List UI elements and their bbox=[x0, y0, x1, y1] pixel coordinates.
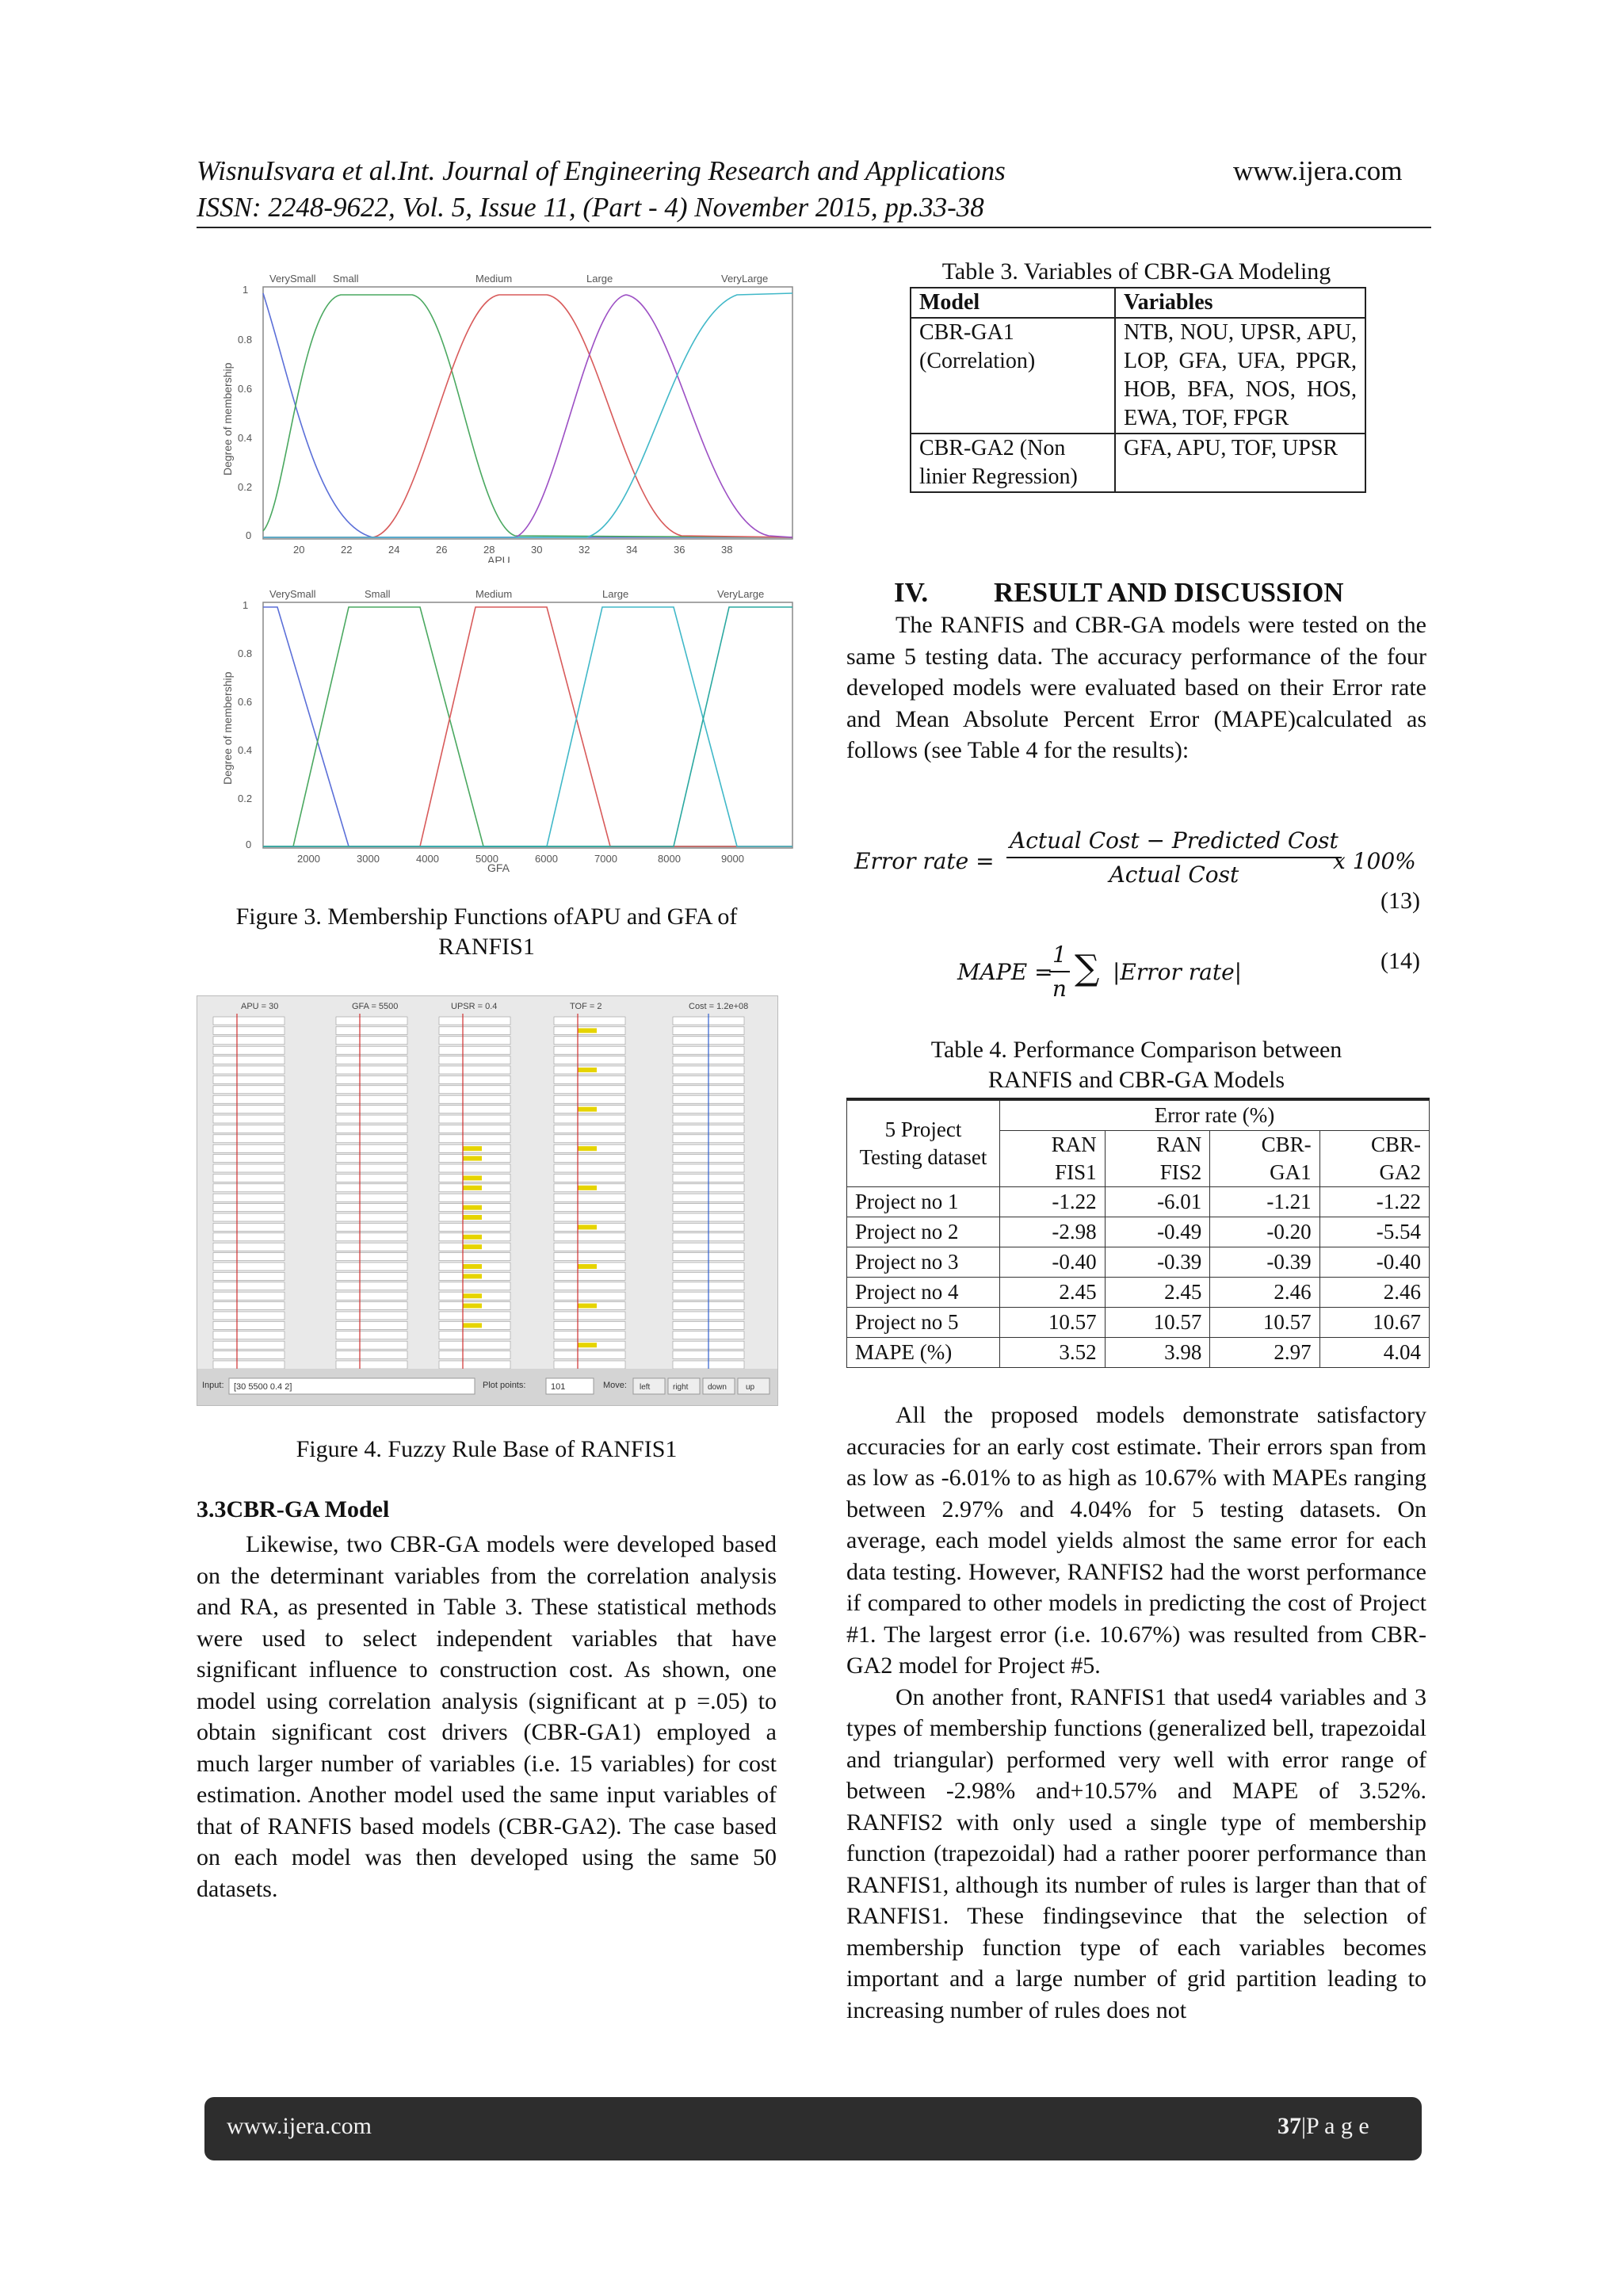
col-label: APU = 30 bbox=[241, 1002, 279, 1011]
discussion-text bbox=[846, 1400, 1426, 2026]
figure3-plot-gfa bbox=[214, 586, 800, 872]
section-4-paragraph: The RANFIS and CBR-GA models were tested on the same 5 testing data. The accuracy performance of the four developed models were evaluated based on their Error rate and Mean Absolute Percent Error (MAPE)calculated as follows (see Table 4 for the results): bbox=[846, 612, 1426, 763]
rule-cell bbox=[336, 1223, 407, 1231]
rule-cell bbox=[439, 1164, 510, 1172]
ytick: 0.4 bbox=[238, 432, 253, 444]
rule-cell bbox=[439, 1194, 510, 1201]
rule-cell bbox=[213, 1106, 285, 1114]
mf-label: VeryLarge bbox=[721, 273, 769, 285]
rule-cell bbox=[554, 1204, 625, 1212]
table3-cell-model: CBR-GA1 (Correlation) bbox=[911, 318, 1115, 434]
table3-cell-variables: GFA, APU, TOF, UPSR bbox=[1115, 434, 1365, 492]
rule-cell bbox=[554, 1174, 625, 1182]
equation-13: Error rate = Actual Cost − Predicted Cost Actual Cost x 100% bbox=[854, 827, 1416, 888]
col-label: GFA = 5500 bbox=[352, 1002, 399, 1011]
table4-title: Table 4. Performance Comparison between RANFIS and CBR-GA Models bbox=[930, 1037, 1342, 1093]
rule-cell bbox=[336, 1037, 407, 1045]
rule-fire-marker bbox=[578, 1028, 597, 1033]
mf-label: Medium bbox=[475, 588, 513, 600]
ytick: 0.6 bbox=[238, 696, 253, 708]
rule-cell bbox=[213, 1194, 285, 1201]
rule-cell bbox=[336, 1272, 407, 1280]
rule-cell bbox=[439, 1331, 510, 1339]
footer-website[interactable]: www.ijera.com bbox=[227, 2113, 372, 2139]
rule-fire-marker bbox=[463, 1264, 482, 1269]
rule-cell bbox=[439, 1086, 510, 1094]
move-label: Move: bbox=[603, 1381, 627, 1390]
rule-cell bbox=[554, 1135, 625, 1143]
rule-fire-marker bbox=[463, 1244, 482, 1249]
rule-cell bbox=[439, 1075, 510, 1083]
rule-fire-marker bbox=[463, 1304, 482, 1308]
rule-cell bbox=[554, 1321, 625, 1329]
table3-header-model: Model bbox=[911, 288, 1115, 318]
mf-curve-verysmall bbox=[263, 607, 792, 846]
rule-cell bbox=[213, 1312, 285, 1320]
rule-cell bbox=[213, 1164, 285, 1172]
rule-cell bbox=[439, 1361, 510, 1369]
rule-fire-marker bbox=[578, 1304, 597, 1308]
table-row: Project no 1 -1.22 -6.01 -1.21 -1.22 bbox=[847, 1187, 1430, 1217]
rule-fire-marker bbox=[578, 1107, 597, 1112]
rule-cell bbox=[336, 1066, 407, 1074]
xtick: 4000 bbox=[416, 853, 439, 865]
rule-cell bbox=[554, 1095, 625, 1103]
rule-fire-marker bbox=[463, 1146, 482, 1151]
table-row: Project no 5 10.57 10.57 10.57 10.67 bbox=[847, 1308, 1430, 1338]
rule-cell bbox=[554, 1272, 625, 1280]
rule-fire-marker bbox=[463, 1235, 482, 1240]
mf-label: Large bbox=[602, 588, 629, 600]
rule-cell bbox=[336, 1282, 407, 1290]
rule-cell bbox=[439, 1115, 510, 1123]
rule-cell bbox=[554, 1075, 625, 1083]
rule-cell bbox=[336, 1135, 407, 1143]
section-heading-3-3: 3.3CBR-GA Model bbox=[197, 1496, 390, 1522]
x-axis-label: APU bbox=[487, 554, 510, 563]
rule-fire-marker bbox=[463, 1175, 482, 1180]
rule-cell bbox=[336, 1292, 407, 1300]
mf-label: Medium bbox=[475, 273, 513, 285]
rule-cell bbox=[439, 1125, 510, 1133]
rule-cell bbox=[213, 1223, 285, 1231]
xtick: 9000 bbox=[721, 853, 744, 865]
rule-cell bbox=[554, 1292, 625, 1300]
rule-cell bbox=[213, 1026, 285, 1034]
xtick: 26 bbox=[436, 544, 448, 556]
table4-header-cbrga1: CBR- GA1 bbox=[1210, 1131, 1319, 1187]
ytick: 0 bbox=[246, 529, 252, 541]
rule-cell bbox=[336, 1351, 407, 1359]
rule-cell bbox=[213, 1302, 285, 1310]
figure4-caption: Figure 4. Fuzzy Rule Base of RANFIS1 bbox=[296, 1436, 678, 1462]
xtick: 6000 bbox=[535, 853, 558, 865]
header-rule bbox=[197, 227, 1431, 228]
rule-cell bbox=[336, 1095, 407, 1103]
ytick: 0.8 bbox=[238, 334, 253, 346]
table4-header-ranfis2: RAN FIS2 bbox=[1105, 1131, 1210, 1187]
rule-fire-marker bbox=[463, 1323, 482, 1328]
discussion-paragraph-2: On another front, RANFIS1 that used4 variables and 3 types of membership functions (generalized bell, trapezoidal and triangular) performed very well with error range of between -2.98% and+10.57% and MAPE of 3.52%. RANFIS2 with only used a single type of membership function (trapezoidal) had a rather poorer performance than RANFIS1, although its number of rules is larger than that of RANFIS1. These findingsevince that the selection of membership function type of each variables becomes important and a large number of grid partition leading to increasing number of rules does not bbox=[846, 1683, 1426, 2023]
figure3-caption: Figure 3. Membership Functions ofAPU and GFA of RANFIS1 bbox=[235, 904, 738, 960]
rule-fire-marker bbox=[578, 1264, 597, 1269]
rule-fire-marker bbox=[463, 1156, 482, 1161]
rule-cell bbox=[213, 1056, 285, 1064]
rule-cell bbox=[213, 1233, 285, 1241]
rule-cell bbox=[336, 1341, 407, 1349]
rule-cell bbox=[336, 1125, 407, 1133]
xtick: 38 bbox=[721, 544, 733, 556]
input-value: [30 5500 0.4 2] bbox=[234, 1382, 292, 1392]
y-axis-label: Degree of membership bbox=[221, 671, 234, 785]
rule-cell bbox=[439, 1253, 510, 1261]
mf-curve-large bbox=[263, 295, 792, 537]
rule-cell bbox=[336, 1253, 407, 1261]
rule-fire-marker bbox=[578, 1186, 597, 1190]
mf-label: Small bbox=[365, 588, 391, 600]
rule-cell bbox=[554, 1017, 625, 1025]
footer-page bbox=[1277, 2113, 1369, 2140]
rule-cell bbox=[439, 1037, 510, 1045]
rule-cell bbox=[336, 1213, 407, 1221]
button-label: up bbox=[746, 1383, 755, 1392]
rule-cell bbox=[213, 1095, 285, 1103]
ytick: 0.6 bbox=[238, 383, 253, 395]
rule-cell bbox=[336, 1321, 407, 1329]
discussion-paragraph-1: All the proposed models demonstrate satisfactory accuracies for an early cost estimate. Their errors span from as low as -6.01% to as high as 10.67% with MAPEs ranging between 2.97% and 4.04% for 5 testing datasets. On average, each model yields almost the same error for each data testing. However, RANFIS2 had the worst performance if compared to other models in predicting the cost of Project #1. The largest error (i.e. 10.67%) was resulted from CBR-GA2 model for Project #5. bbox=[846, 1402, 1426, 1679]
ytick: 1 bbox=[242, 599, 249, 611]
table4-header-ranfis1: RAN FIS1 bbox=[1000, 1131, 1106, 1187]
table-row bbox=[911, 434, 1365, 492]
equation-14: MAPE = $\frac{1}{n}$ ∑ |Error rate| bbox=[957, 942, 1243, 1002]
rule-cell bbox=[213, 1144, 285, 1152]
rule-cell bbox=[439, 1282, 510, 1290]
table4-header-cbrga2: CBR- GA2 bbox=[1319, 1131, 1429, 1187]
table4-header-dataset: 5 Project Testing dataset bbox=[847, 1101, 1000, 1187]
rule-cell bbox=[554, 1282, 625, 1290]
rule-cell bbox=[213, 1361, 285, 1369]
page-word: |P a g e bbox=[1301, 2113, 1369, 2139]
mf-curve-verylarge bbox=[263, 607, 792, 846]
rule-fire-marker bbox=[463, 1293, 482, 1298]
rule-cell bbox=[213, 1174, 285, 1182]
rule-cell bbox=[213, 1046, 285, 1054]
rule-cell bbox=[439, 1351, 510, 1359]
rule-cell bbox=[336, 1263, 407, 1270]
rule-cell bbox=[213, 1086, 285, 1094]
footer-bar bbox=[204, 2097, 1422, 2160]
rule-cell bbox=[336, 1312, 407, 1320]
xtick: 36 bbox=[674, 544, 685, 556]
rule-cell bbox=[336, 1233, 407, 1241]
mf-label: VerySmall bbox=[269, 588, 316, 600]
y-axis-label: Degree of membership bbox=[221, 362, 234, 476]
rule-cell bbox=[213, 1263, 285, 1270]
table3-cell-variables: NTB, NOU, UPSR, APU, LOP, GFA, UFA, PPGR, HOB, BFA, NOS, HOS, EWA, TOF, FPGR bbox=[1115, 318, 1365, 434]
x-axis-label: GFA bbox=[487, 861, 510, 872]
journal-website[interactable]: www.ijera.com bbox=[1233, 155, 1403, 186]
xtick: 30 bbox=[531, 544, 543, 556]
xtick: 2000 bbox=[297, 853, 320, 865]
button-label: right bbox=[673, 1383, 689, 1392]
rule-cell bbox=[213, 1075, 285, 1083]
mf-curve-small bbox=[263, 295, 792, 537]
rule-cell bbox=[554, 1361, 625, 1369]
equation-13-number: (13) bbox=[1381, 888, 1420, 914]
mf-curve-large bbox=[263, 607, 792, 846]
rule-cell bbox=[336, 1155, 407, 1163]
rule-cell bbox=[554, 1253, 625, 1261]
rule-cell bbox=[554, 1213, 625, 1221]
rule-cell bbox=[336, 1331, 407, 1339]
rule-fire-marker bbox=[578, 1068, 597, 1072]
rule-cell bbox=[213, 1066, 285, 1074]
rule-cell bbox=[336, 1115, 407, 1123]
plot-points-value: 101 bbox=[551, 1382, 566, 1392]
rule-cell bbox=[213, 1017, 285, 1025]
rule-fire-marker bbox=[578, 1146, 597, 1151]
rule-cell bbox=[439, 1046, 510, 1054]
rule-cell bbox=[554, 1037, 625, 1045]
rule-fire-marker bbox=[578, 1224, 597, 1229]
table-row: Project no 2 -2.98 -0.49 -0.20 -5.54 bbox=[847, 1217, 1430, 1247]
xtick: 5000 bbox=[475, 853, 498, 865]
ytick: 0.2 bbox=[238, 481, 253, 493]
table3-header-variables: Variables bbox=[1115, 288, 1365, 318]
rule-cell bbox=[213, 1292, 285, 1300]
rule-cell bbox=[213, 1204, 285, 1212]
rule-cell bbox=[213, 1125, 285, 1133]
ytick: 0 bbox=[246, 839, 252, 850]
rule-cell bbox=[336, 1026, 407, 1034]
col-label: UPSR = 0.4 bbox=[451, 1002, 498, 1011]
mf-label: Large bbox=[586, 273, 613, 285]
rule-cell bbox=[439, 1026, 510, 1034]
rule-fire-marker bbox=[463, 1215, 482, 1220]
rule-fire-marker bbox=[463, 1274, 482, 1278]
section-title: RESULT AND DISCUSSION bbox=[994, 577, 1344, 608]
ytick: 0.4 bbox=[238, 744, 253, 756]
rule-cell bbox=[336, 1086, 407, 1094]
rule-cell bbox=[213, 1351, 285, 1359]
rule-fire-marker bbox=[578, 1343, 597, 1347]
rule-cell bbox=[554, 1056, 625, 1064]
rule-cell bbox=[336, 1075, 407, 1083]
rule-cell bbox=[336, 1144, 407, 1152]
rule-cell bbox=[554, 1312, 625, 1320]
xtick: 22 bbox=[341, 544, 353, 556]
xtick: 3000 bbox=[357, 853, 380, 865]
rule-fire-marker bbox=[463, 1186, 482, 1190]
rule-cell bbox=[439, 1017, 510, 1025]
rule-cell bbox=[213, 1037, 285, 1045]
rule-cell bbox=[439, 1095, 510, 1103]
rule-fire-marker bbox=[463, 1205, 482, 1210]
page-number: 37 bbox=[1277, 2113, 1301, 2139]
rule-cell bbox=[336, 1204, 407, 1212]
plot-points-label: Plot points: bbox=[483, 1381, 526, 1390]
rule-cell bbox=[554, 1086, 625, 1094]
mf-label: VerySmall bbox=[269, 273, 316, 285]
rule-cell bbox=[554, 1351, 625, 1359]
rule-cell bbox=[554, 1155, 625, 1163]
rule-cell bbox=[213, 1331, 285, 1339]
table3-title: Table 3. Variables of CBR-GA Modeling bbox=[941, 258, 1331, 285]
rule-cell bbox=[439, 1106, 510, 1114]
rule-cell bbox=[439, 1341, 510, 1349]
rule-cell bbox=[213, 1253, 285, 1261]
xtick: 32 bbox=[579, 544, 590, 556]
table3 bbox=[910, 287, 1366, 493]
rule-cell bbox=[554, 1046, 625, 1054]
rule-cell bbox=[213, 1184, 285, 1192]
rule-cell bbox=[336, 1174, 407, 1182]
rule-cell bbox=[336, 1302, 407, 1310]
rule-cell bbox=[439, 1066, 510, 1074]
xtick: 20 bbox=[293, 544, 305, 556]
ytick: 0.2 bbox=[238, 793, 253, 804]
xtick: 7000 bbox=[594, 853, 617, 865]
table4-header-error-rate: Error rate (%) bbox=[1000, 1101, 1430, 1131]
table-row: MAPE (%) 3.52 3.98 2.97 4.04 bbox=[847, 1338, 1430, 1368]
ytick: 0.8 bbox=[238, 648, 253, 659]
mf-label: Small bbox=[333, 273, 359, 285]
mf-curve-verysmall bbox=[263, 293, 792, 537]
rule-cell bbox=[213, 1213, 285, 1221]
rule-cell bbox=[554, 1164, 625, 1172]
figure4-rule-viewer bbox=[197, 995, 778, 1406]
rule-cell bbox=[213, 1282, 285, 1290]
button-label: left bbox=[640, 1383, 651, 1392]
input-label: Input: bbox=[202, 1381, 224, 1390]
table4 bbox=[846, 1100, 1430, 1368]
section-3-3-paragraph: Likewise, two CBR-GA models were developed based on the determinant variables from the correlation analysis and RA, as presented in Table 3. These statistical methods were used to select independent variables that have significant influence to construction cost. As shown, one model using correlation analysis (significant at p =.05) to obtain significant cost drivers (CBR-GA1) employed a much larger number of variables (i.e. 15 variables) for cost estimation. Another model used the same input variables of that of RANFIS based models (CBR-GA2). The case based on each model was then developed using the same 50 datasets. bbox=[197, 1531, 777, 1902]
rule-cell bbox=[336, 1184, 407, 1192]
mf-curve-verylarge bbox=[263, 293, 792, 537]
table-row: Project no 4 2.45 2.45 2.46 2.46 bbox=[847, 1278, 1430, 1308]
rule-cell bbox=[336, 1361, 407, 1369]
rule-cell bbox=[554, 1125, 625, 1133]
rule-cell bbox=[439, 1223, 510, 1231]
table3-cell-model: CBR-GA2 (Non linier Regression) bbox=[911, 434, 1115, 492]
rule-cell bbox=[336, 1056, 407, 1064]
rule-cell bbox=[554, 1115, 625, 1123]
rule-cell bbox=[439, 1312, 510, 1320]
section-number: IV. bbox=[894, 577, 929, 608]
figure3-plot-apu bbox=[214, 269, 800, 563]
button-label: down bbox=[708, 1383, 727, 1392]
table-row bbox=[911, 318, 1365, 434]
rule-cell bbox=[439, 1135, 510, 1143]
mf-label: VeryLarge bbox=[717, 588, 765, 600]
rule-cell bbox=[336, 1017, 407, 1025]
table-row: Project no 3 -0.40 -0.39 -0.39 -0.40 bbox=[847, 1247, 1430, 1278]
rule-cell bbox=[336, 1194, 407, 1201]
xtick: 34 bbox=[626, 544, 638, 556]
ytick: 1 bbox=[242, 284, 249, 296]
equation-14-number: (14) bbox=[1381, 948, 1420, 974]
rule-cell bbox=[213, 1243, 285, 1251]
journal-title: WisnuIsvara et al.Int. Journal of Engineering Research and Applications bbox=[197, 155, 1006, 186]
rule-cell bbox=[336, 1046, 407, 1054]
rule-cell bbox=[213, 1135, 285, 1143]
rule-cell bbox=[554, 1243, 625, 1251]
xtick: 24 bbox=[388, 544, 400, 556]
rule-cell bbox=[213, 1272, 285, 1280]
rule-cell bbox=[213, 1115, 285, 1123]
rule-cell bbox=[554, 1194, 625, 1201]
col-label: TOF = 2 bbox=[570, 1002, 602, 1011]
col-label: Cost = 1.2e+08 bbox=[689, 1002, 749, 1011]
rule-cell bbox=[336, 1106, 407, 1114]
rule-cell bbox=[213, 1321, 285, 1329]
rule-cell bbox=[336, 1164, 407, 1172]
mf-curve-small bbox=[263, 607, 792, 846]
rule-cell bbox=[336, 1243, 407, 1251]
journal-issue: ISSN: 2248-9622, Vol. 5, Issue 11, (Part - 4) November 2015, pp.33-38 bbox=[197, 192, 984, 223]
rule-cell bbox=[554, 1331, 625, 1339]
rule-cell bbox=[439, 1056, 510, 1064]
mf-curve-medium bbox=[263, 607, 792, 846]
rule-cell bbox=[213, 1341, 285, 1349]
rule-cell bbox=[554, 1233, 625, 1241]
xtick: 8000 bbox=[658, 853, 681, 865]
rule-cell bbox=[213, 1155, 285, 1163]
xtick: 28 bbox=[483, 544, 495, 556]
rule-columns bbox=[213, 1014, 744, 1369]
mf-curve-medium bbox=[263, 295, 792, 537]
